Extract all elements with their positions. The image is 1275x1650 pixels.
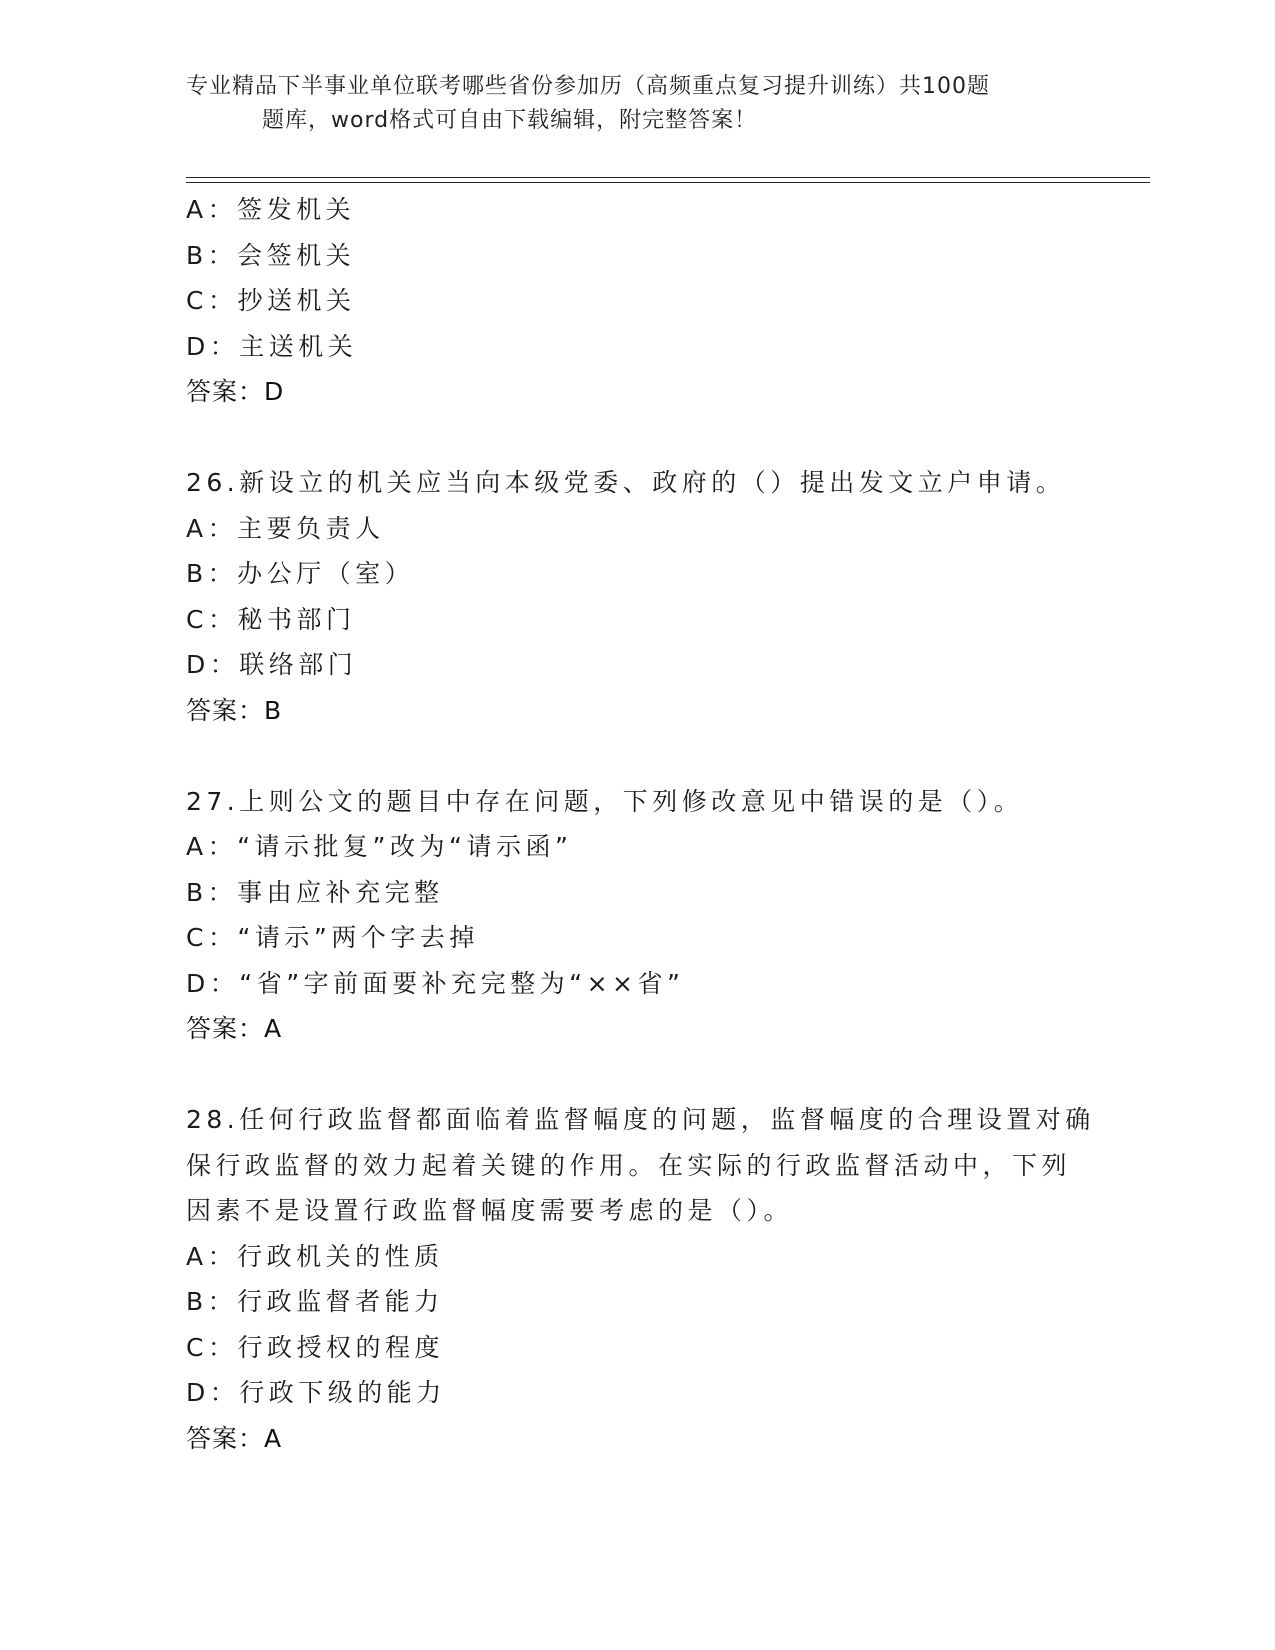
spacer xyxy=(186,415,1086,461)
spacer xyxy=(186,733,1086,779)
option-b: B：行政监督者能力 xyxy=(186,1287,444,1316)
option-a: A：主要负责人 xyxy=(186,513,385,543)
question-28 xyxy=(186,1097,1095,1461)
option-d: D：行政下级的能力 xyxy=(186,1378,446,1407)
header-title-line-2: 题库，word格式可自由下载编辑，附完整答案！ xyxy=(262,108,758,133)
header-divider-bottom xyxy=(186,182,1150,183)
header-title-line-1: 专业精品下半事业单位联考哪些省份参加历（高频重点复习提升训练）共100题 xyxy=(186,74,990,99)
option-a: A：签发机关 xyxy=(186,195,356,224)
answer-line: 答案：A xyxy=(186,1423,283,1453)
question-stem: 27.上则公文的题目中存在问题，下列修改意见中错误的是（）。 xyxy=(186,786,1024,816)
question-26 xyxy=(186,460,1086,733)
header-divider-top xyxy=(186,177,1150,178)
option-a: A：“请示批复”改为“请示函” xyxy=(186,832,573,861)
spacer xyxy=(186,1052,1086,1098)
option-c: C：抄送机关 xyxy=(186,286,356,315)
question-list xyxy=(186,187,1095,1461)
option-c: C：秘书部门 xyxy=(186,604,356,634)
question-25-tail xyxy=(186,187,1086,415)
question-stem-line-2: 保行政监督的效力起着关键的作用。在实际的行政监督活动中，下列 xyxy=(186,1150,1072,1180)
answer-line: 答案：A xyxy=(186,1014,283,1043)
answer-line: 答案：B xyxy=(186,695,283,725)
question-stem-line-1: 28.任何行政监督都面临着监督幅度的问题，监督幅度的合理设置对确 xyxy=(186,1105,1095,1134)
option-b: B：办公厅（室） xyxy=(186,559,415,588)
option-c: C：行政授权的程度 xyxy=(186,1332,444,1362)
option-a: A：行政机关的性质 xyxy=(186,1241,444,1271)
question-27 xyxy=(186,779,1086,1052)
option-d: D：主送机关 xyxy=(186,331,358,361)
option-d: D：联络部门 xyxy=(186,650,358,679)
option-b: B：事由应补充完整 xyxy=(186,877,444,907)
document-header xyxy=(186,70,1086,138)
answer-line: 答案：D xyxy=(186,377,285,406)
option-d: D：“省”字前面要补充完整为“××省” xyxy=(186,968,685,998)
question-stem: 26.新设立的机关应当向本级党委、政府的（）提出发文立户申请。 xyxy=(186,468,1066,497)
option-b: B：会签机关 xyxy=(186,240,356,270)
option-c: C：“请示”两个字去掉 xyxy=(186,923,479,952)
question-stem-line-3: 因素不是设置行政监督幅度需要考虑的是（）。 xyxy=(186,1196,794,1225)
